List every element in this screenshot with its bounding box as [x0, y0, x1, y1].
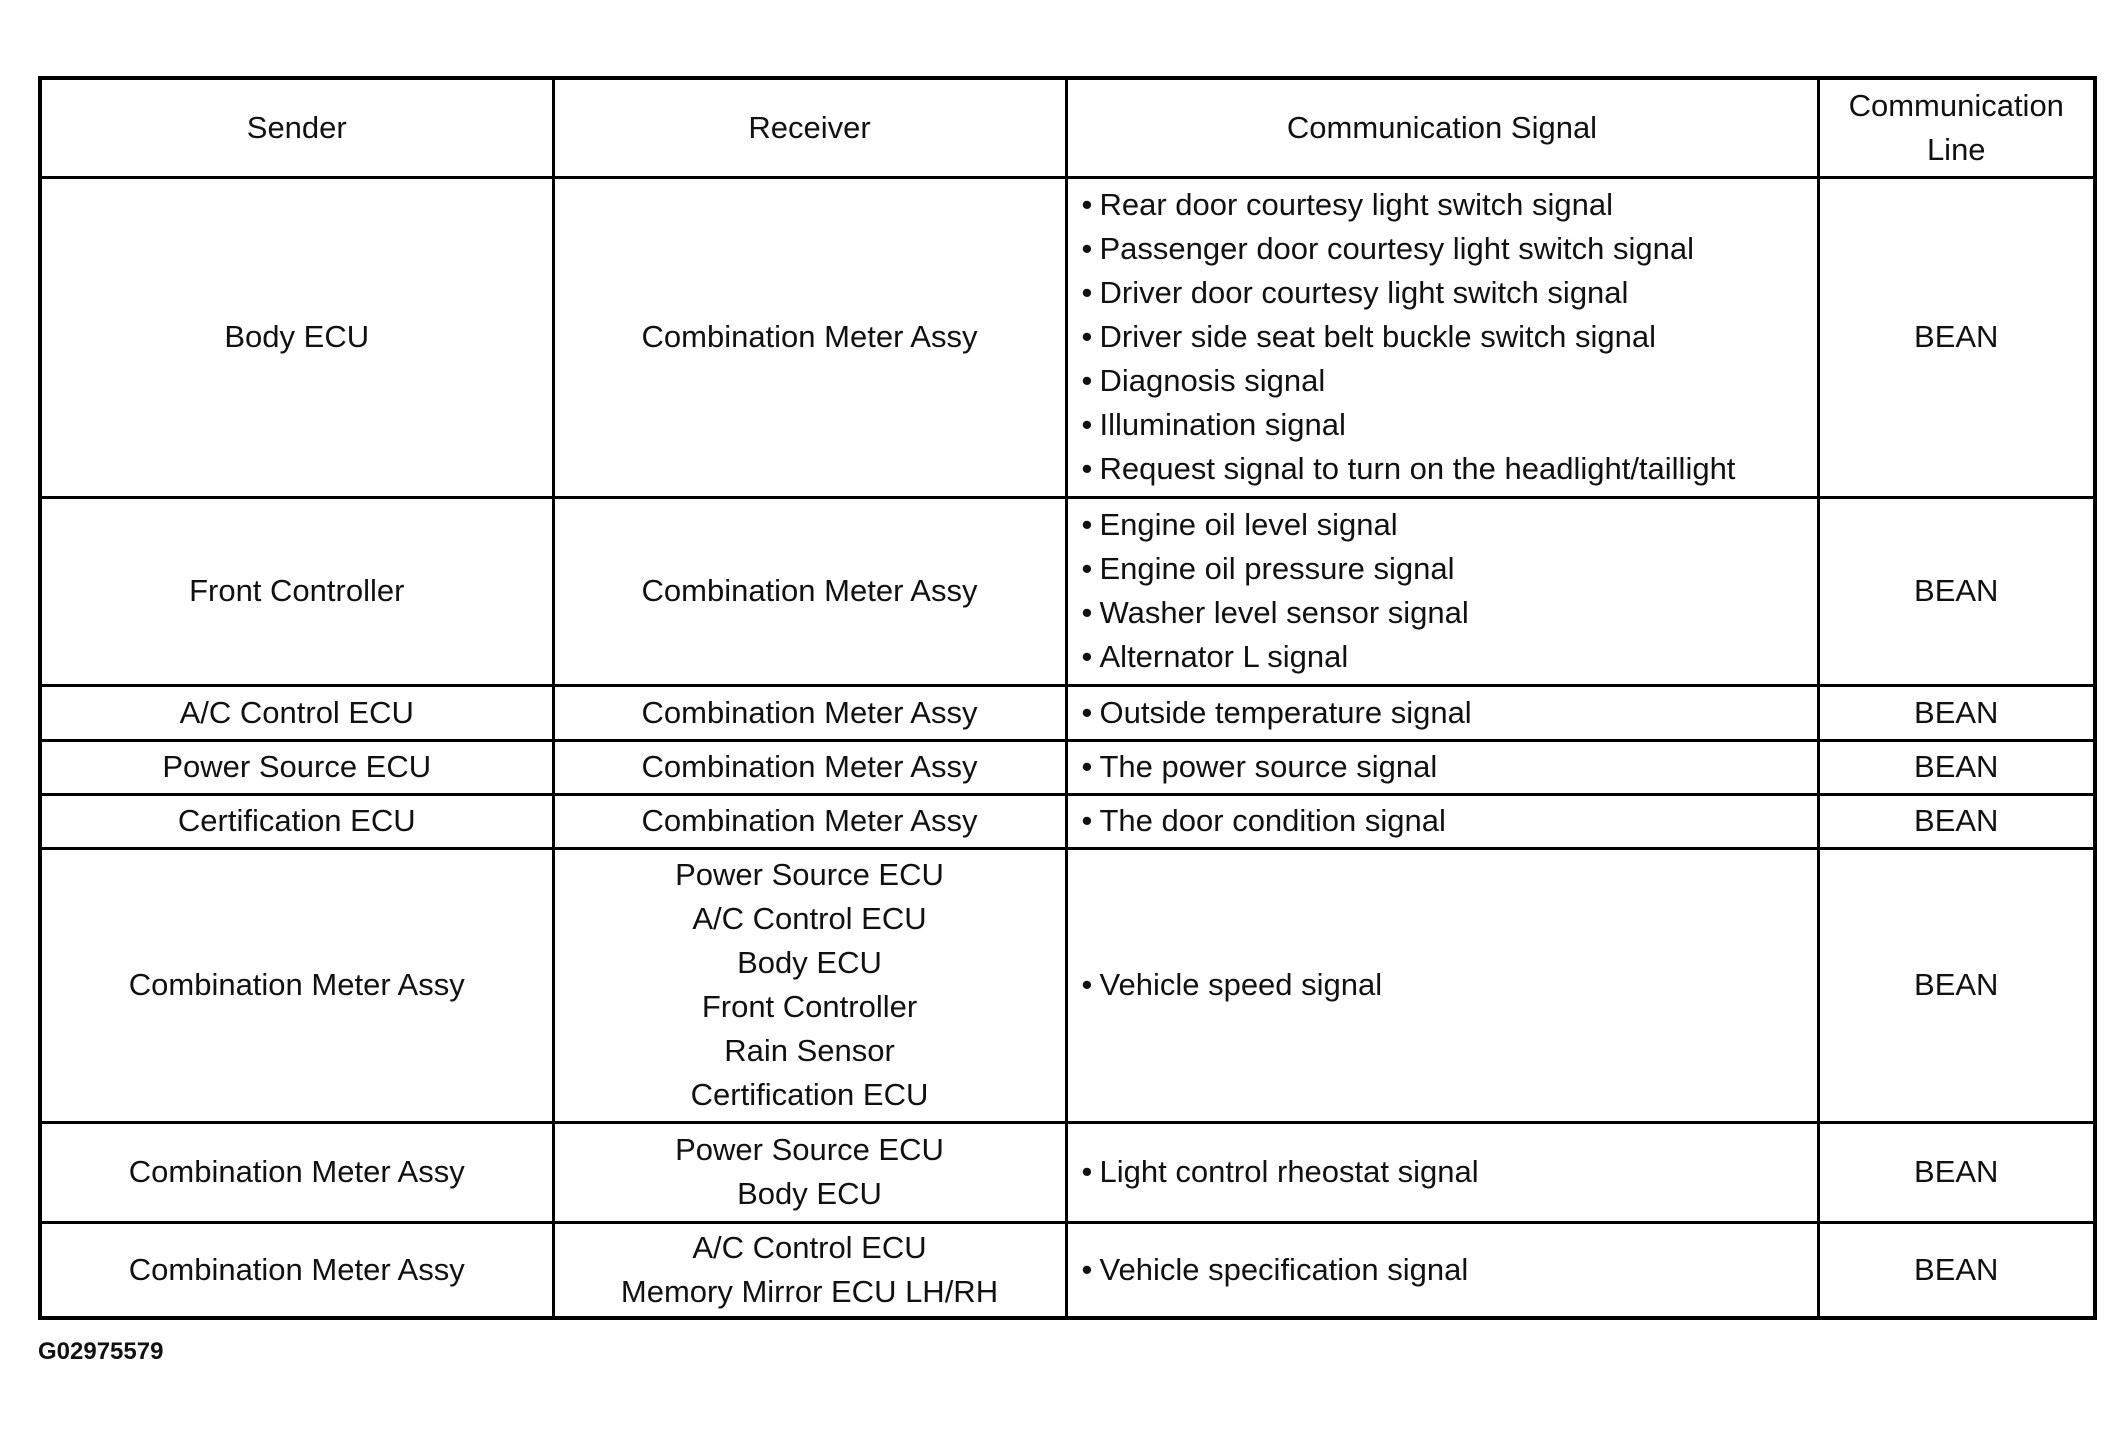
signal-item: • Rear door courtesy light switch signal — [1082, 183, 1817, 227]
receiver-item: Combination Meter Assy — [641, 749, 978, 784]
header-row — [40, 78, 2095, 177]
header-communication-signal: Communication Signal — [1066, 78, 1818, 177]
header-sender: Sender — [40, 78, 553, 177]
signal-cell — [1066, 685, 1818, 740]
receiver-item: Rain Sensor — [724, 1033, 895, 1068]
receiver-item: Power Source ECU — [675, 1132, 944, 1167]
signal-item: • The door condition signal — [1082, 799, 1817, 843]
table-row — [40, 1122, 2095, 1222]
sender-cell: Combination Meter Assy — [40, 848, 553, 1122]
signal-item: • Outside temperature signal — [1082, 691, 1817, 735]
table-row — [40, 848, 2095, 1122]
signal-item: • Driver door courtesy light switch signal — [1082, 271, 1817, 315]
receiver-item: A/C Control ECU — [692, 901, 927, 936]
signal-cell — [1066, 1222, 1818, 1318]
receiver-item: Body ECU — [737, 1176, 882, 1211]
receiver-item: A/C Control ECU — [692, 1229, 927, 1265]
signal-cell — [1066, 740, 1818, 794]
signal-item: • Passenger door courtesy light switch signal — [1082, 227, 1817, 271]
receiver-cell — [553, 794, 1066, 848]
line-cell: BEAN — [1818, 685, 2095, 740]
communication-table — [38, 76, 2097, 1320]
header-line-text: Communication — [1848, 87, 2064, 123]
header-receiver: Receiver — [553, 78, 1066, 177]
signal-cell — [1066, 794, 1818, 848]
signal-item: • Alternator L signal — [1082, 635, 1817, 679]
signal-item: • Light control rheostat signal — [1082, 1150, 1817, 1194]
signal-item: • Vehicle speed signal — [1082, 963, 1817, 1007]
header-communication-line — [1818, 78, 2095, 177]
figure-id-label: G02975579 — [38, 1338, 164, 1365]
table-row — [40, 685, 2095, 740]
line-cell: BEAN — [1818, 794, 2095, 848]
signal-item: • Illumination signal — [1082, 403, 1817, 447]
sender-cell: A/C Control ECU — [40, 685, 553, 740]
signal-cell — [1066, 1122, 1818, 1222]
sender-cell: Combination Meter Assy — [40, 1122, 553, 1222]
signal-item: • Driver side seat belt buckle switch signal — [1082, 315, 1817, 359]
receiver-item: Certification ECU — [690, 1077, 929, 1112]
receiver-item: Front Controller — [701, 989, 918, 1024]
signal-item: • Engine oil pressure signal — [1082, 547, 1817, 591]
signal-cell — [1066, 177, 1818, 497]
signal-item: • Engine oil level signal — [1082, 503, 1817, 547]
signal-item: • Diagnosis signal — [1082, 359, 1817, 403]
receiver-cell — [553, 848, 1066, 1122]
receiver-cell — [553, 1222, 1066, 1318]
receiver-cell — [553, 740, 1066, 794]
signal-cell — [1066, 848, 1818, 1122]
signal-cell — [1066, 497, 1818, 685]
receiver-item: Combination Meter Assy — [641, 319, 978, 354]
signal-item: • Vehicle specification signal — [1082, 1248, 1817, 1292]
line-cell: BEAN — [1818, 740, 2095, 794]
sender-cell: Body ECU — [40, 177, 553, 497]
receiver-cell — [553, 177, 1066, 497]
sender-cell: Certification ECU — [40, 794, 553, 848]
table-row — [40, 177, 2095, 497]
receiver-cell — [553, 685, 1066, 740]
table-row — [40, 740, 2095, 794]
sender-cell: Power Source ECU — [40, 740, 553, 794]
receiver-item: Power Source ECU — [675, 857, 944, 892]
header-line-text: Line — [1926, 131, 1986, 167]
sender-cell: Combination Meter Assy — [40, 1222, 553, 1318]
signal-item: • The power source signal — [1082, 745, 1817, 789]
receiver-cell — [553, 1122, 1066, 1222]
table-row — [40, 794, 2095, 848]
line-cell: BEAN — [1818, 1222, 2095, 1318]
signal-item: • Washer level sensor signal — [1082, 591, 1817, 635]
receiver-cell — [553, 497, 1066, 685]
line-cell: BEAN — [1818, 848, 2095, 1122]
receiver-item: Memory Mirror ECU LH/RH — [620, 1273, 999, 1309]
sender-cell: Front Controller — [40, 497, 553, 685]
receiver-item: Combination Meter Assy — [641, 694, 978, 730]
table-row — [40, 1222, 2095, 1318]
signal-item: • Request signal to turn on the headlight/taillight — [1082, 447, 1817, 491]
receiver-item: Body ECU — [737, 945, 882, 980]
line-cell: BEAN — [1818, 497, 2095, 685]
line-cell: BEAN — [1818, 177, 2095, 497]
table-row — [40, 497, 2095, 685]
line-cell: BEAN — [1818, 1122, 2095, 1222]
receiver-item: Combination Meter Assy — [641, 803, 978, 838]
receiver-item: Combination Meter Assy — [641, 573, 978, 608]
